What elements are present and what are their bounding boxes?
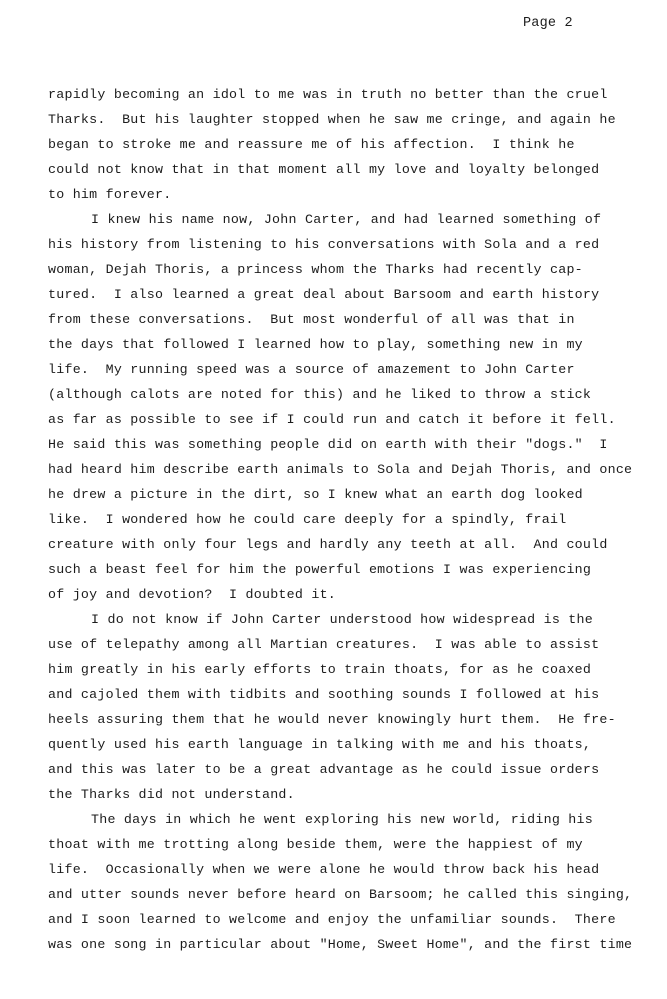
text-line: tured. I also learned a great deal about Barsoom and earth history: [48, 287, 600, 302]
text-line: heels assuring them that he would never knowingly hurt them. He fre-: [48, 712, 616, 727]
text-line: and I soon learned to welcome and enjoy the unfamiliar sounds. There: [48, 912, 616, 927]
text-line: like. I wondered how he could care deeply for a spindly, frail: [48, 512, 567, 527]
paragraph-first-line: I knew his name now, John Carter, and had learned something of: [91, 212, 602, 227]
text-line: life. Occasionally when we were alone he would throw back his head: [48, 862, 600, 877]
text-line: and cajoled them with tidbits and soothing sounds I followed at his: [48, 687, 600, 702]
text-line: creature with only four legs and hardly any teeth at all. And could: [48, 537, 608, 552]
text-line: use of telepathy among all Martian creatures. I was able to assist: [48, 637, 600, 652]
text-line: life. My running speed was a source of amazement to John Carter: [48, 362, 575, 377]
text-line: the Tharks did not understand.: [48, 787, 295, 802]
text-line: could not know that in that moment all my love and loyalty belonged: [48, 162, 600, 177]
text-line: and this was later to be a great advantage as he could issue orders: [48, 762, 600, 777]
text-line: was one song in particular about "Home, Sweet Home", and the first time: [48, 937, 633, 952]
text-line: to him forever.: [48, 187, 172, 202]
text-line: rapidly becoming an idol to me was in truth no better than the cruel: [48, 87, 608, 102]
text-line: (although calots are noted for this) and he liked to throw a stick: [48, 387, 592, 402]
text-line: began to stroke me and reassure me of his affection. I think he: [48, 137, 575, 152]
text-line: quently used his earth language in talking with me and his thoats,: [48, 737, 592, 752]
text-line: such a beast feel for him the powerful emotions I was experiencing: [48, 562, 592, 577]
text-line: from these conversations. But most wonderful of all was that in: [48, 312, 575, 327]
text-line: as far as possible to see if I could run and catch it before it fell.: [48, 412, 616, 427]
text-line: woman, Dejah Thoris, a princess whom the Tharks had recently cap-: [48, 262, 583, 277]
text-line: his history from listening to his conversations with Sola and a red: [48, 237, 600, 252]
text-line: Tharks. But his laughter stopped when he saw me cringe, and again he: [48, 112, 616, 127]
page-number: Page 2: [523, 16, 573, 31]
text-line: him greatly in his early efforts to train thoats, for as he coaxed: [48, 662, 592, 677]
text-line: he drew a picture in the dirt, so I knew what an earth dog looked: [48, 487, 583, 502]
text-line: He said this was something people did on earth with their "dogs." I: [48, 437, 608, 452]
text-line: had heard him describe earth animals to Sola and Dejah Thoris, and once: [48, 462, 633, 477]
paragraph-first-line: I do not know if John Carter understood how widespread is the: [91, 612, 593, 627]
text-line: thoat with me trotting along beside them, were the happiest of my: [48, 837, 583, 852]
text-line: the days that followed I learned how to play, something new in my: [48, 337, 583, 352]
text-line: of joy and devotion? I doubted it.: [48, 587, 337, 602]
paragraph-first-line: The days in which he went exploring his new world, riding his: [91, 812, 593, 827]
text-line: and utter sounds never before heard on Barsoom; he called this singing,: [48, 887, 633, 902]
